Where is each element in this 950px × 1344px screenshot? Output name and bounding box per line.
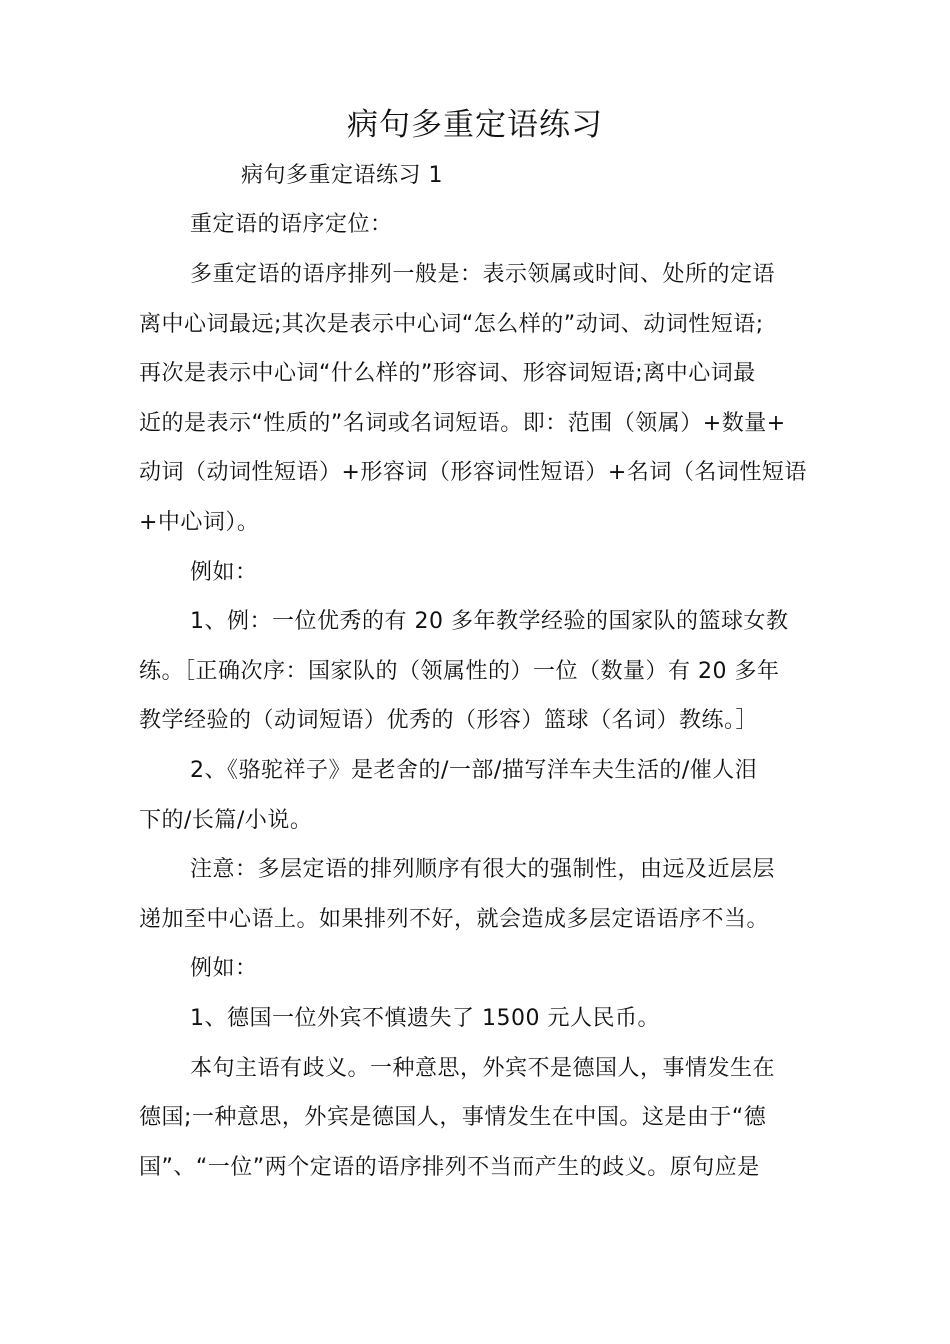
document-subtitle: 病句多重定语练习 1 <box>241 163 443 188</box>
text-line: 例如： <box>190 956 258 981</box>
text-line: 本句主语有歧义。一种意思，外宾不是德国人，事情发生在 <box>190 1056 776 1081</box>
text-line: 重定语的语序定位： <box>190 212 393 237</box>
document-title: 病句多重定语练习 <box>347 107 603 143</box>
text-line: 近的是表示“性质的”名词或名词短语。即：范围（领属）+数量+ <box>139 411 786 436</box>
text-line: 国”、“一位”两个定语的语序排列不当而产生的歧义。原句应是 <box>139 1155 760 1180</box>
text-line: 递加至中心语上。如果排列不好，就会造成多层定语语序不当。 <box>139 907 770 932</box>
text-line: 动词（动词性短语）+形容词（形容词性短语）+名词（名词性短语 <box>139 460 807 485</box>
text-line: 1、德国一位外宾不慎遗失了 1500 元人民币。 <box>190 1006 660 1031</box>
text-line: 例如： <box>190 560 258 585</box>
text-line: 2、《骆驼祥子》是老舍的/一部/描写洋车夫生活的/催人泪 <box>190 758 758 783</box>
text-line: 多重定语的语序排列一般是：表示领属或时间、处所的定语 <box>190 262 776 287</box>
text-line: 离中心词最远;其次是表示中心词“怎么样的”动词、动词性短语; <box>139 312 764 337</box>
text-line: 教学经验的（动词短语）优秀的（形容）篮球（名词）教练。］ <box>139 708 759 733</box>
text-line: 练。［正确次序：国家队的（领属性的）一位（数量）有 20 多年 <box>139 659 780 684</box>
text-line: 下的/长篇/小说。 <box>139 808 313 833</box>
text-line: 德国;一种意思，外宾是德国人，事情发生在中国。这是由于“德 <box>139 1105 767 1130</box>
text-line: 再次是表示中心词“什么样的”形容词、形容词短语;离中心词最 <box>139 361 756 386</box>
text-line: +中心词）。 <box>139 510 260 535</box>
text-line: 1、例：一位优秀的有 20 多年教学经验的国家队的篮球女教 <box>190 609 789 634</box>
text-line: 注意：多层定语的排列顺序有很大的强制性，由远及近层层 <box>190 857 776 882</box>
